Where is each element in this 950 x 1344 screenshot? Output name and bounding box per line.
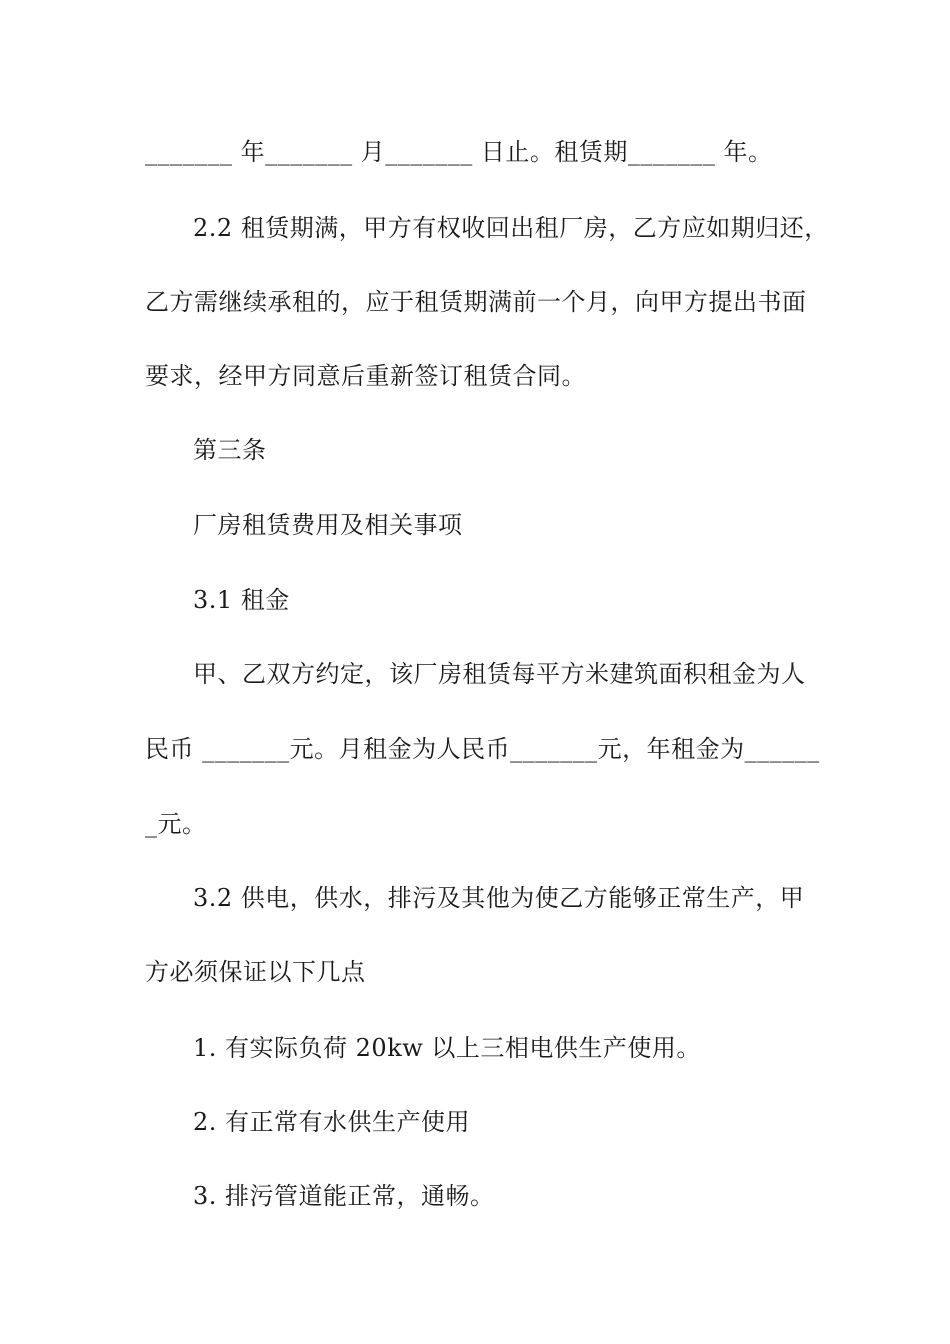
rent-paragraph-line-2: 民币 _______元。月租金为人民币_______元，年租金为______ xyxy=(145,735,820,763)
clause-3-2-line-2: 方必须保证以下几点 xyxy=(145,958,366,986)
clause-3-2-line-1: 3.2 供电，供水，排污及其他为使乙方能够正常生产，甲 xyxy=(193,884,805,912)
lease-end-date-line: _______ 年_______ 月_______ 日止。租赁期_______ 年。 xyxy=(145,138,773,166)
rent-paragraph-line-1: 甲、乙双方约定，该厂房租赁每平方米建筑面积租金为人 xyxy=(193,660,806,688)
rent-paragraph-line-3: _元。 xyxy=(145,810,207,838)
list-item-1: 1. 有实际负荷 20kw 以上三相电供生产使用。 xyxy=(193,1034,701,1062)
list-item-2: 2. 有正常有水供生产使用 xyxy=(193,1108,471,1136)
clause-2-2-line-2: 乙方需继续承租的，应于租赁期满前一个月，向甲方提出书面 xyxy=(145,288,807,316)
list-item-3: 3. 排污管道能正常，通畅。 xyxy=(193,1182,495,1210)
clause-3-1-heading: 3.1 租金 xyxy=(193,586,290,614)
clause-2-2-line-1: 2.2 租赁期满，甲方有权收回出租厂房，乙方应如期归还， xyxy=(193,214,829,242)
clause-2-2-line-3: 要求，经甲方同意后重新签订租赁合同。 xyxy=(145,362,586,390)
article-three-heading: 第三条 xyxy=(193,436,267,464)
article-three-title: 厂房租赁费用及相关事项 xyxy=(193,511,463,539)
